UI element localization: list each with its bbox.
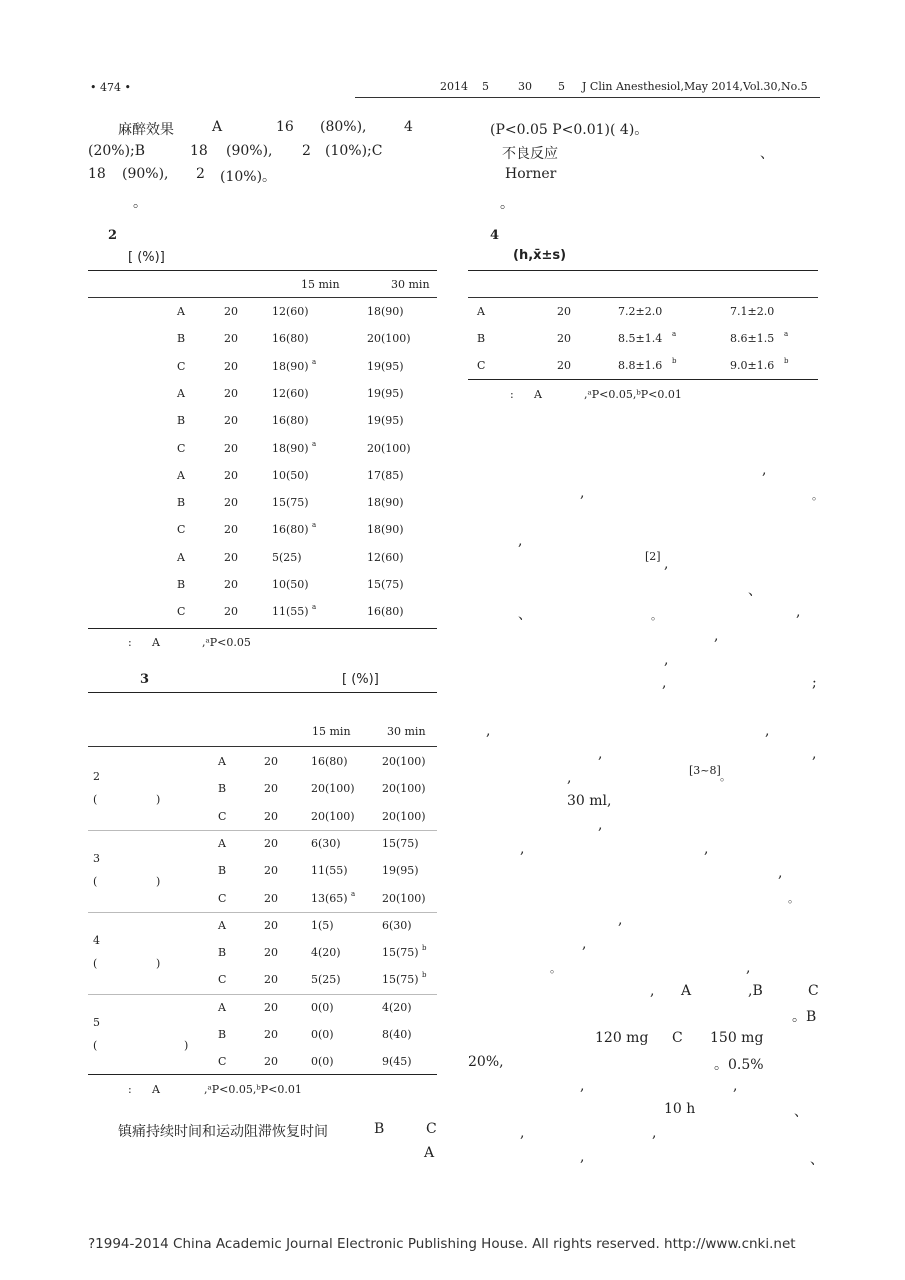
text: 。 [133,195,147,211]
punct: , [618,912,623,928]
table3-cell-15min: 0(0) [311,1055,334,1068]
table3-group-label: ( [93,957,98,970]
punct: , [580,485,585,501]
table3-group-label: ( [93,1039,98,1052]
text: 4 [404,119,413,135]
table2-cell-n: 20 [224,496,238,509]
table4-cell-superscript: b [784,357,789,365]
table3-cell-group: B [218,946,227,959]
dose-120mg: 120 mg [595,1030,649,1046]
punct: , [582,936,587,952]
table2-cell-15min: 12(60) [272,387,309,400]
text: (P<0.05 P<0.01)( 4)。 [490,122,649,138]
punct: , [662,675,667,691]
table2-cell-30min: 18(90) [367,496,404,509]
punct: , [664,652,669,668]
table2-cell-group: A [177,387,185,400]
table2-cell-group: B [177,414,186,427]
table2-cell-group: A [177,305,185,318]
header-issue: 5 [558,80,565,93]
table3-cell-15min: 20(100) [311,782,355,795]
text: (90%), [122,166,169,182]
table4-cell-value1: 7.2±2.0 [618,305,663,318]
table2-cell-30min: 19(95) [367,387,404,400]
table3-cell-30min: 20(100) [382,892,426,905]
table3-cell-15min: 11(55) [311,864,348,877]
punct: 、 [794,1104,808,1120]
punct: , [714,628,719,644]
table3-note: : [128,1083,132,1096]
table4-header-rule [468,297,818,298]
table4-cell-value1: 8.8±1.6 [618,359,663,372]
table2-cell-30min: 18(90) [367,305,404,318]
table3-cell-30min: 15(75) [382,973,419,986]
table3-cell-30min: 8(40) [382,1028,412,1041]
table3-group-label: 2 [93,770,100,783]
volume-30ml: 30 ml, [567,793,612,809]
table2-cell-group: C [177,523,186,536]
punct: 、 [518,607,532,623]
table3-cell-30min: 6(30) [382,919,412,932]
table2-cell-30min: 19(95) [367,360,404,373]
table2-cell-superscript: a [312,358,317,366]
text: (90%), [226,143,273,159]
text-anesthesia-effect: 麻醉效果 [118,122,174,138]
punct: , [796,604,801,620]
table2-cell-group: B [177,578,186,591]
text: 18 [88,166,106,182]
punct: 、 [748,583,762,599]
table3-unit: [ (%)] [342,672,379,687]
table4-unit: (h,x̄±s) [513,248,567,263]
table4-note: : [510,388,514,401]
punct: , [704,841,709,857]
text: Horner [505,166,557,182]
header-rule [355,97,820,98]
text: ,B [748,983,763,999]
punct: ; [812,675,817,691]
table4-cell-n: 20 [557,305,571,318]
table3-group-label: ( [93,793,98,806]
text: 2 [302,143,311,159]
table2-cell-group: A [177,469,185,482]
table3-cell-group: A [218,755,226,768]
table3-col-15min: 15 min [312,725,351,738]
percent-20: 20%, [468,1054,504,1070]
table2-note: : [128,636,132,649]
table2-number: 2 [108,228,118,243]
text: (10%);C [325,143,383,159]
table4-number: 4 [490,228,500,243]
table2-cell-n: 20 [224,387,238,400]
table2-cell-n: 20 [224,578,238,591]
table2-cell-group: B [177,332,186,345]
ref-2: [2] [645,550,661,563]
table2-bottom-rule [88,628,437,629]
text: (10%)。 [220,169,277,185]
table4-cell-n: 20 [557,359,571,372]
table3-cell-group: B [218,1028,227,1041]
text: C [808,983,819,999]
punct: , [652,1125,657,1141]
table3-cell-n: 20 [264,810,278,823]
table4-cell-group: A [477,305,485,318]
table4-cell-group: B [477,332,486,345]
table2-cell-30min: 15(75) [367,578,404,591]
table3-group-label: ) [184,1039,189,1052]
table3-group-separator [88,994,437,995]
table2-cell-15min: 15(75) [272,496,309,509]
table3-cell-n: 20 [264,1028,278,1041]
table3-cell-30min: 20(100) [382,810,426,823]
table2-cell-n: 20 [224,414,238,427]
table2-cell-n: 20 [224,305,238,318]
ref-3-8: [3~8] [689,764,721,777]
table4-note: A [534,388,542,401]
punct: , [567,770,572,786]
punct: , [812,746,817,762]
table4-cell-superscript: b [672,357,677,365]
table3-cell-15min: 20(100) [311,810,355,823]
punct: , [518,533,523,549]
table2-cell-15min: 18(90) [272,360,309,373]
punct: , [580,1149,585,1165]
punct: 。 [550,962,561,975]
text: 、 [760,146,774,162]
table3-cell-30min: 19(95) [382,864,419,877]
text: 2 [196,166,205,182]
table3-cell-15min: 16(80) [311,755,348,768]
text: A [424,1145,435,1161]
table3-group-label: ) [156,793,161,806]
table2-cell-30min: 19(95) [367,414,404,427]
table2-note: A [152,636,160,649]
punct: , [598,817,603,833]
table2-cell-15min: 11(55) [272,605,309,618]
text-duration-heading: 镇痛持续时间和运动阻滞恢复时间 [118,1124,328,1140]
table3-cell-n: 20 [264,782,278,795]
table2-cell-n: 20 [224,551,238,564]
table2-top-rule [88,270,437,271]
table2-cell-n: 20 [224,469,238,482]
table3-group-label: ) [156,957,161,970]
table3-group-label: ( [93,875,98,888]
table3-cell-n: 20 [264,892,278,905]
table3-cell-15min: 13(65) [311,892,348,905]
table4-top-rule [468,270,818,271]
text: 16 [276,119,294,135]
table2-header-rule [88,297,437,298]
text: 18 [190,143,208,159]
table3-cell-n: 20 [264,837,278,850]
punct: 。 [812,489,823,502]
table2-cell-group: C [177,442,186,455]
table3-group-label: 4 [93,934,100,947]
table4-cell-value2: 7.1±2.0 [730,305,775,318]
header-volume: 30 [518,80,532,93]
table3-cell-15min: 4(20) [311,946,341,959]
table2-cell-15min: 16(80) [272,414,309,427]
table2-cell-superscript: a [312,603,317,611]
punct: , [778,865,783,881]
table3-cell-n: 20 [264,973,278,986]
table3-cell-group: C [218,810,227,823]
table2-cell-15min: 18(90) [272,442,309,455]
table2-cell-30min: 12(60) [367,551,404,564]
punct: 。 [788,892,799,905]
table2-cell-30min: 20(100) [367,442,411,455]
text: A [681,983,692,999]
table2-cell-n: 20 [224,332,238,345]
punct: , [733,1078,738,1094]
table3-cell-group: B [218,864,227,877]
header-month: 5 [482,80,489,93]
table3-note: ,ᵃP<0.05,ᵇP<0.01 [204,1083,302,1096]
table2-note: ,ᵃP<0.05 [202,636,251,649]
table2-col-30min: 30 min [391,278,430,291]
text: C [426,1121,437,1137]
table2-cell-15min: 10(50) [272,469,309,482]
table2-cell-15min: 10(50) [272,578,309,591]
table3-number: 3 [140,672,150,687]
punct: , [762,462,767,478]
table4-cell-group: C [477,359,486,372]
table3-note: A [152,1083,160,1096]
table2-cell-15min: 16(80) [272,332,309,345]
copyright-footer: ?1994-2014 China Academic Journal Electronic Publishing House. All rights reserved. http://www.cnki.net [88,1236,796,1252]
table3-cell-30min: 15(75) [382,946,419,959]
table3-cell-n: 20 [264,755,278,768]
table3-cell-30min: 20(100) [382,782,426,795]
table2-col-15min: 15 min [301,278,340,291]
table2-cell-15min: 12(60) [272,305,309,318]
table3-cell-n: 20 [264,1001,278,1014]
table2-cell-n: 20 [224,605,238,618]
time-10h: 10 h [664,1101,696,1117]
table2-cell-group: B [177,496,186,509]
punct: , [486,723,491,739]
table3-cell-group: A [218,919,226,932]
page-number: • 474 • [90,81,131,94]
table4-cell-value1: 8.5±1.4 [618,332,663,345]
punct: , [520,841,525,857]
table3-group-separator [88,912,437,913]
punct: , [664,556,669,572]
text: 。 [500,196,514,212]
table3-cell-n: 20 [264,864,278,877]
punct: , [598,746,603,762]
table2-cell-group: C [177,605,186,618]
table3-cell-n: 20 [264,1055,278,1068]
punct: 。 [651,609,662,622]
table3-cell-15min: 0(0) [311,1028,334,1041]
table3-cell-30min: 9(45) [382,1055,412,1068]
table4-cell-value2: 8.6±1.5 [730,332,775,345]
punct: , [580,1078,585,1094]
table3-cell-group: B [218,782,227,795]
table3-cell-15min: 5(25) [311,973,341,986]
text: (20%);B [88,143,146,159]
table3-cell-group: C [218,1055,227,1068]
table3-cell-15min: 6(30) [311,837,341,850]
table4-cell-value2: 9.0±1.6 [730,359,775,372]
table2-cell-30min: 16(80) [367,605,404,618]
table4-cell-superscript: a [784,330,789,338]
punct: 。 [720,770,731,783]
punct: , [746,960,751,976]
text: A [212,119,223,135]
table3-bottom-rule [88,1074,437,1075]
table3-group-separator [88,830,437,831]
table3-cell-30min: 15(75) [382,837,419,850]
table2-cell-15min: 5(25) [272,551,302,564]
table2-cell-superscript: a [312,521,317,529]
text-adverse-reactions: 不良反应 [502,146,558,162]
table2-cell-30min: 20(100) [367,332,411,345]
table2-cell-superscript: a [312,440,317,448]
table3-cell-superscript: b [422,971,427,979]
table3-cell-15min: 1(5) [311,919,334,932]
table3-col-30min: 30 min [387,725,426,738]
table3-cell-superscript: a [351,890,356,898]
punct: 、 [810,1152,824,1168]
punct: , [650,983,655,999]
table3-cell-group: C [218,892,227,905]
table3-cell-group: A [218,837,226,850]
percent-0-5: 。0.5% [714,1057,764,1073]
table2-unit: [ (%)] [128,250,165,265]
table4-cell-superscript: a [672,330,677,338]
table2-cell-n: 20 [224,360,238,373]
table3-cell-n: 20 [264,919,278,932]
table3-group-label: ) [156,875,161,888]
journal-name: J Clin Anesthesiol,May 2014,Vol.30,No.5 [582,80,808,93]
table3-cell-30min: 20(100) [382,755,426,768]
table3-cell-group: A [218,1001,226,1014]
table4-cell-n: 20 [557,332,571,345]
table2-cell-15min: 16(80) [272,523,309,536]
table3-cell-30min: 4(20) [382,1001,412,1014]
table2-cell-30min: 17(85) [367,469,404,482]
text: 。B [792,1009,817,1025]
table3-cell-group: C [218,973,227,986]
table3-cell-15min: 0(0) [311,1001,334,1014]
table2-cell-group: C [177,360,186,373]
text: B [374,1121,385,1137]
table3-cell-superscript: b [422,944,427,952]
table3-group-label: 5 [93,1016,100,1029]
punct: , [520,1125,525,1141]
text: C [672,1030,683,1046]
table4-note: ,ᵃP<0.05,ᵇP<0.01 [584,388,682,401]
text: (80%), [320,119,367,135]
table2-cell-n: 20 [224,442,238,455]
table2-cell-n: 20 [224,523,238,536]
table3-top-rule [88,692,437,693]
table2-cell-group: A [177,551,185,564]
punct: , [765,723,770,739]
header-year: 2014 [440,80,468,93]
table3-header-rule [88,746,437,747]
table2-cell-30min: 18(90) [367,523,404,536]
table3-group-label: 3 [93,852,100,865]
table4-bottom-rule [468,379,818,380]
dose-150mg: 150 mg [710,1030,764,1046]
table3-cell-n: 20 [264,946,278,959]
